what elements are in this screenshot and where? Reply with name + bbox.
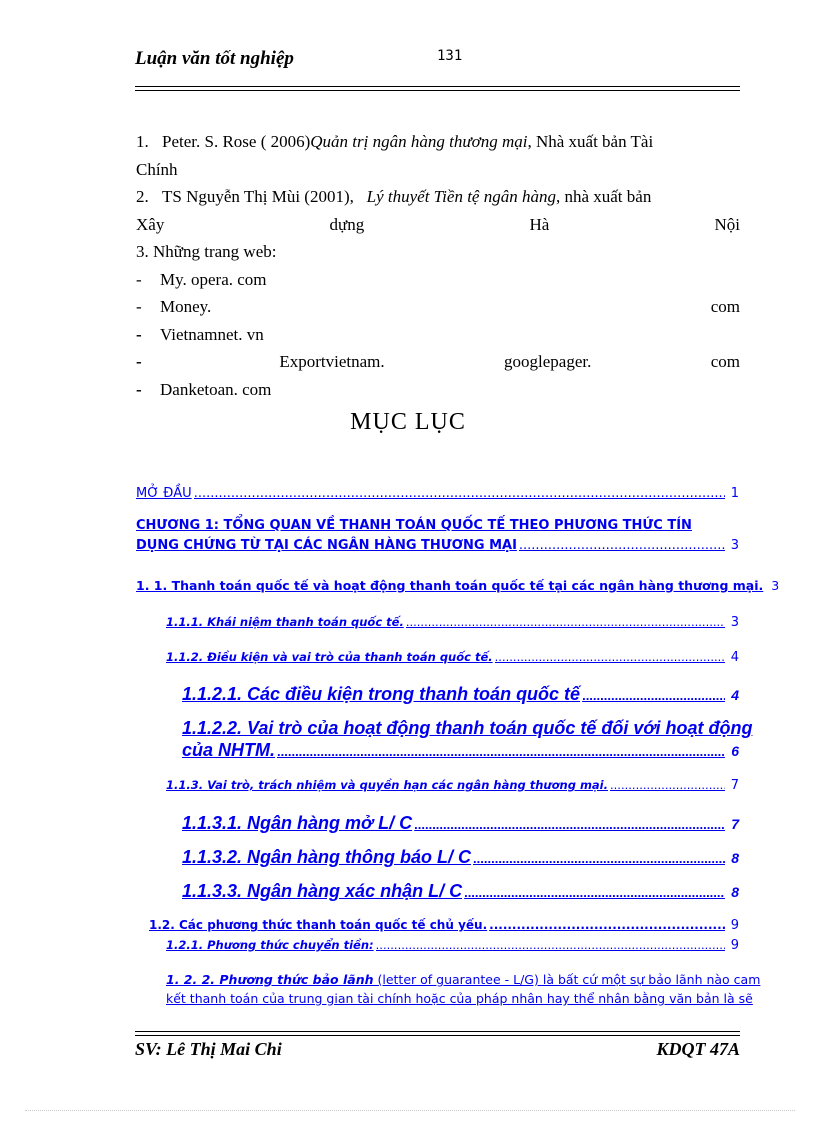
toc-link-1-1[interactable] [136, 578, 780, 593]
reference-author: TS Nguyễn Thị Mùi (2001), [162, 187, 354, 206]
toc-page-number: 7 [731, 816, 739, 832]
bullet: - [136, 352, 142, 371]
reference-publisher: , nhà xuất bản [555, 187, 652, 206]
toc-link-1-2-2[interactable] [166, 970, 761, 1008]
toc-page-number: 3 [771, 578, 780, 593]
word: Xây [136, 214, 165, 234]
header-rule [135, 86, 740, 91]
dot-leader [277, 744, 725, 759]
reference-1-line-1 [136, 128, 740, 156]
website-name: Exportvietnam. [279, 352, 385, 371]
website-suffix: com [710, 297, 740, 316]
reference-publisher: , Nhà xuất bản Tài [527, 132, 654, 151]
toc-page-number: 8 [731, 850, 739, 866]
bullet: - [136, 379, 142, 399]
reference-2-line-2 [136, 211, 740, 239]
toc-link-1-1-2-1[interactable] [182, 684, 739, 705]
toc-label: 1. 1. Thanh toán quốc tế và hoạt động thanh toán quốc tế tại các ngân hàng thương mại. [136, 578, 764, 593]
reference-book-title: Lý thuyết Tiền tệ ngân hàng [366, 187, 556, 206]
reference-book-title: Quản trị ngân hàng thương mại [310, 132, 528, 151]
footer-class: KDQT 47A [656, 1039, 740, 1059]
toc-label: 1.1.2.1. Các điều kiện trong thanh toán quốc tế [182, 684, 581, 704]
bullet: - [136, 324, 142, 344]
toc-page-number: 9 [730, 918, 739, 933]
toc-label: 1.1.2. Điều kiện và vai trò của thanh toán quốc tế. [166, 650, 493, 664]
reference-number: 2. [136, 187, 149, 206]
reference-number: 1. [136, 132, 149, 151]
toc-page-number: 7 [730, 778, 739, 793]
reference-2-line-1 [136, 183, 740, 211]
toc-label: MỞ ĐẦU [136, 486, 192, 501]
toc-link-1-2[interactable] [149, 918, 739, 933]
toc-link-1-1-2-2-cont[interactable] [182, 740, 739, 761]
website-item [136, 376, 740, 404]
dot-leader [406, 615, 725, 629]
toc-link-1-1-3[interactable] [166, 778, 739, 793]
toc-page-number: 1 [730, 486, 739, 501]
toc-link-1-1-2[interactable] [166, 650, 739, 665]
dot-leader [519, 538, 725, 553]
toc-link-chapter-1[interactable] [136, 518, 739, 553]
footer-rule [135, 1031, 740, 1036]
website-item [136, 348, 740, 376]
toc-description: kết thanh toán của trung gian tài chính hoặc của pháp nhân hay thể nhân bằng văn bản là sẽ [166, 991, 753, 1006]
dot-leader [610, 778, 725, 792]
dot-leader [414, 817, 725, 832]
toc-link-1-1-3-2[interactable] [182, 847, 739, 868]
reference-1-line-2 [136, 156, 740, 184]
website-name: googlepager. [504, 352, 592, 371]
dot-leader [489, 918, 725, 932]
toc-label: 1.1.2.2. Vai trò của hoạt động thanh toán quốc tế đối với hoạt động [182, 718, 753, 738]
toc-link-1-2-1[interactable] [166, 938, 739, 953]
toc-page-number: 8 [731, 884, 739, 900]
website-name: Vietnamnet. vn [160, 324, 264, 344]
website-suffix: com [710, 352, 740, 371]
word: Hà [529, 214, 550, 234]
thesis-title: Luận văn tốt nghiệp [135, 48, 294, 69]
bullet: - [136, 297, 142, 316]
dot-leader [194, 486, 725, 501]
toc-description: (letter of guarantee - L/G) là bất cứ một sự bảo lãnh nào cam [373, 972, 761, 987]
word: Nội [714, 214, 740, 234]
website-name: Money. [160, 297, 212, 316]
toc-page-number: 9 [730, 938, 739, 953]
website-item [136, 293, 740, 321]
toc-page-number: 3 [730, 538, 739, 553]
reference-3 [136, 238, 740, 266]
dot-leader [473, 851, 725, 866]
toc-page-number: 4 [730, 650, 739, 665]
dot-leader [464, 885, 725, 900]
toc-link-1-1-3-1[interactable] [182, 813, 739, 834]
toc-label: 1.1.3.1. Ngân hàng mở L/ C [182, 813, 413, 833]
dot-leader [376, 938, 725, 952]
toc-label: 1.1.1. Khái niệm thanh toán quốc tế. [166, 615, 404, 629]
dot-leader [495, 650, 725, 664]
toc-link-1-1-2-2[interactable] [182, 718, 753, 739]
toc-label: 1. 2. 2. Phương thức bảo lãnh [166, 972, 374, 987]
page-header [135, 48, 740, 88]
toc-label: CHƯƠNG 1: TỔNG QUAN VỀ THANH TOÁN QUỐC TẾ THEO PHƯƠNG THỨC TÍN [136, 518, 692, 533]
toc-label: 1.2. Các phương thức thanh toán quốc tế chủ yếu. [149, 918, 488, 932]
website-name: My. opera. com [160, 269, 267, 289]
toc-page-number: 3 [730, 615, 739, 630]
reference-websites-heading: 3. Những trang web: [136, 242, 277, 261]
toc-link-mo-dau[interactable] [136, 486, 739, 501]
toc-label: 1.2.1. Phương thức chuyển tiền: [166, 938, 374, 952]
toc-link-1-1-3-3[interactable] [182, 881, 739, 902]
toc-title: MỤC LỤC [350, 409, 466, 435]
footer-student-name: SV: Lê Thị Mai Chi [135, 1039, 282, 1059]
page-bottom-border [25, 1110, 795, 1112]
toc-page-number: 6 [731, 743, 739, 759]
website-item [136, 321, 740, 349]
bullet: - [136, 269, 142, 289]
toc-link-1-1-1[interactable] [166, 615, 739, 630]
references-list [136, 128, 740, 403]
toc-label: 1.1.3.3. Ngân hàng xác nhận L/ C [182, 881, 463, 901]
page-number: 131 [437, 48, 463, 64]
word: dựng [329, 214, 365, 234]
toc-label: 1.1.3.2. Ngân hàng thông báo L/ C [182, 847, 472, 867]
toc-label: DỤNG CHỨNG TỪ TẠI CÁC NGÂN HÀNG THƯƠNG MẠI [136, 538, 517, 553]
toc-label: của NHTM. [182, 740, 276, 760]
dot-leader [582, 688, 725, 703]
website-item [136, 266, 740, 294]
reference-publisher-cont: Chính [136, 159, 178, 179]
reference-author: Peter. S. Rose ( 2006) [162, 132, 311, 151]
toc-page-number: 4 [731, 687, 739, 703]
website-name: Danketoan. com [160, 379, 272, 399]
toc-label: 1.1.3. Vai trò, trách nhiệm và quyền hạn các ngân hàng thương mại. [166, 778, 608, 792]
